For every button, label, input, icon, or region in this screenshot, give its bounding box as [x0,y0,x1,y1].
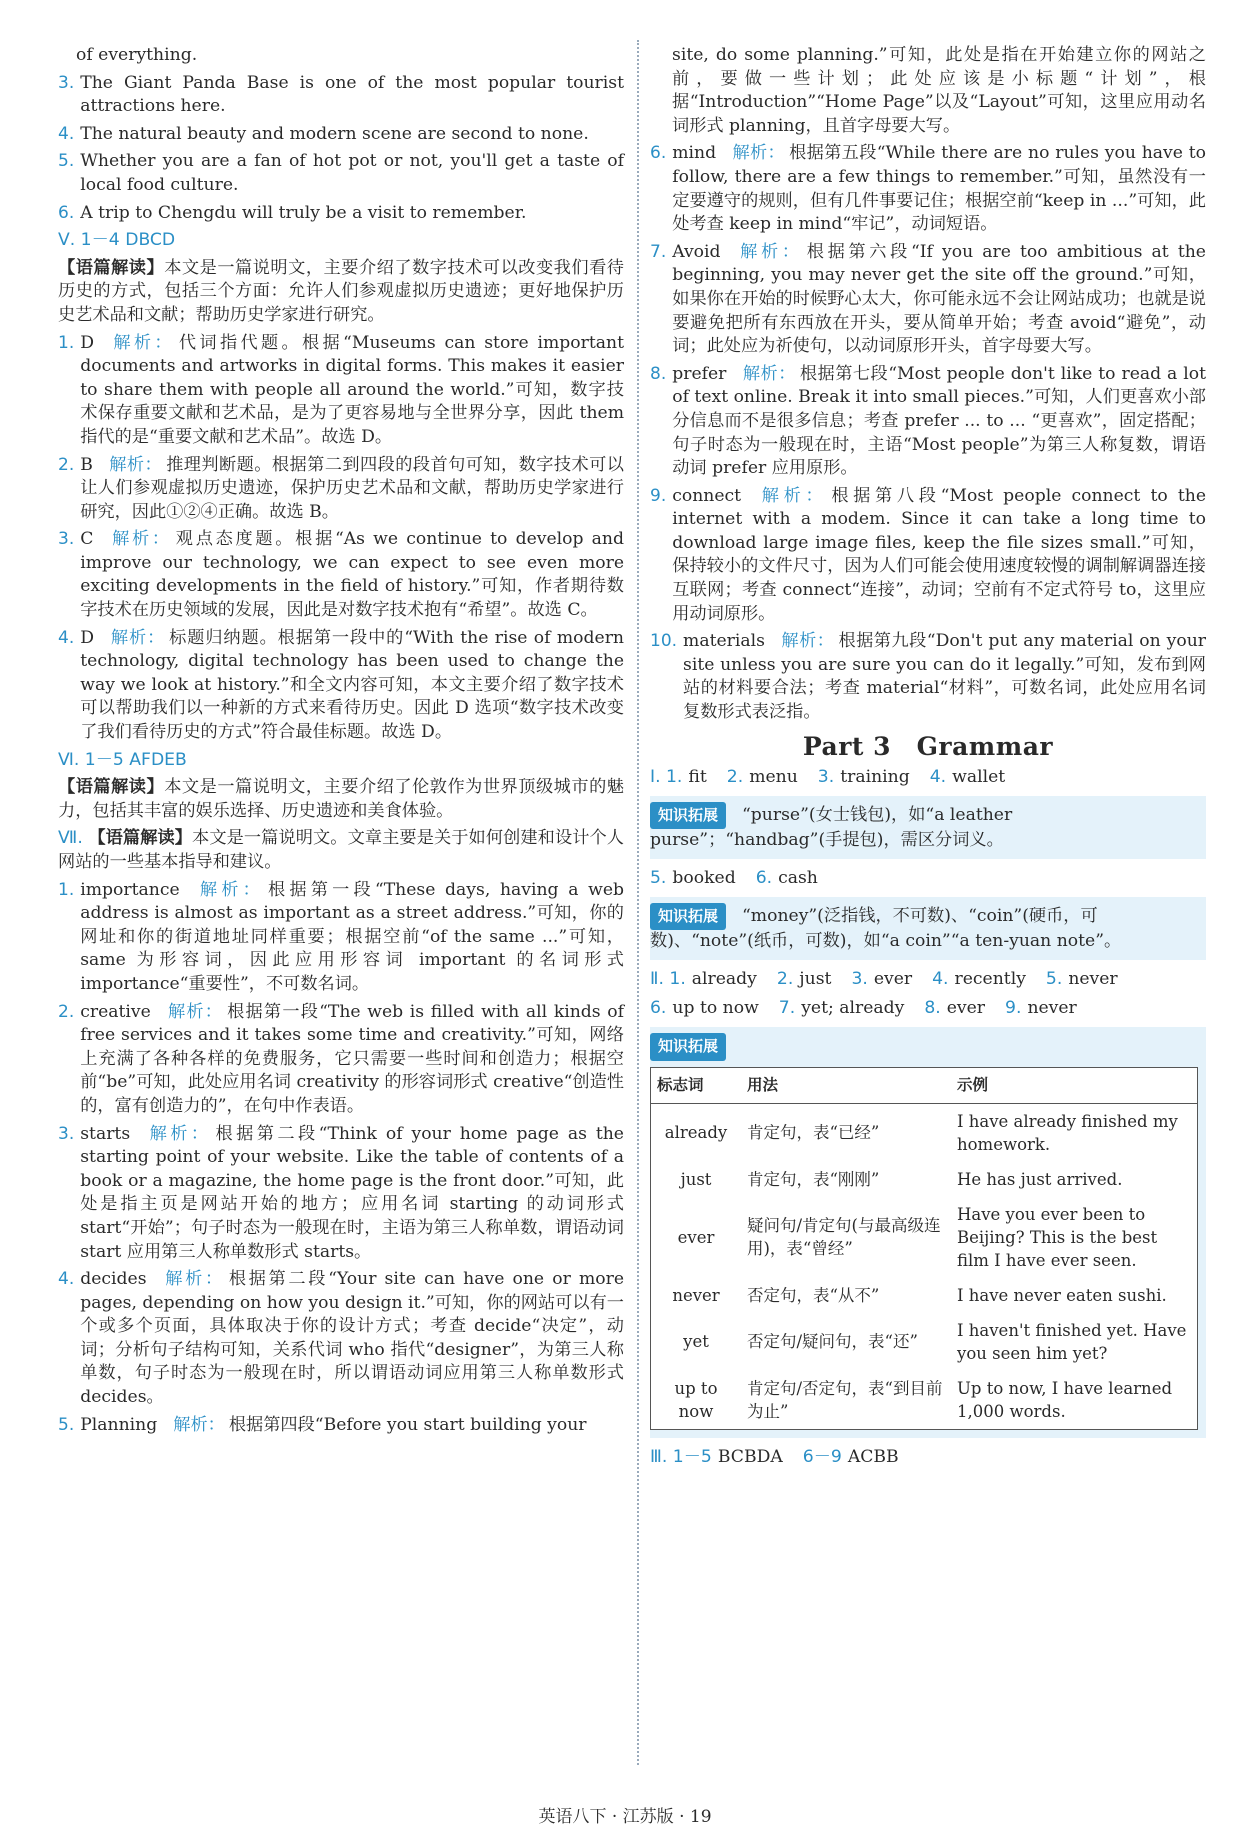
analysis-text: 标题归纳题。根据第一段中的“With the rise of modern technology, digital technology has been used to change the way we look at history.”和全文内容可知，本文主要介绍了数字技术可以帮助我们以一种新的方式来看待历史。因此 D 选项“数字技术改变了我们看待历史的方式”符合最佳标题。故选 D。 [80,627,624,743]
item-number: 2. [58,454,75,475]
analysis-text: 根据第九段“Don't put any material on your site unless you are sure you can do it legally.”可知，发布到网站的材料要合法；考查 material“材料”，可数名词，此处应用名词复数形式表泛指。 [683,631,1206,723]
entry-answer: up to now [672,998,759,1019]
answer-item [58,202,624,226]
item-text: Whether you are a fan of hot pot or not, you'll get a taste of local food culture. [80,151,624,195]
item-number: 4. [58,1269,75,1290]
answer-entry [779,997,905,1021]
analysis-text: 根据第四段“Before you start building your [228,1414,587,1435]
table-cell-example: I have already finished my homework. [957,1111,1178,1154]
answer-item [58,454,624,525]
section-v-intro: 【语篇解读】本文是一篇说明文，主要介绍了数字技术可以改变我们看待历史的方式，包括三个方面：允许人们参观虚拟历史遗迹；更好地保护历史艺术品和文献；帮助历史学家进行研究。 [58,257,624,325]
entry-answer: just [799,968,832,989]
answer-entry [650,766,707,790]
grammar-iii-answers [650,1446,1206,1470]
entry-number: 7. [778,998,796,1019]
part-title: Part 3 Grammar [802,731,1054,761]
item-text [672,363,1206,481]
item-number: 6. [58,202,75,223]
table-cell-usage: 肯定句，表“已经” [747,1123,880,1143]
answer: connect [672,485,742,506]
entry-answer: already [691,968,757,989]
analysis-label: 解析： [108,454,163,475]
answer-entry [924,997,985,1021]
answer-item [58,1414,624,1438]
analysis-label: 解析： [162,1269,225,1290]
answer: D [80,627,95,648]
table-cell-example: Up to now, I have learned 1,000 words. [957,1378,1173,1421]
item-number: 3. [58,72,75,93]
analysis-text: 根据第八段“Most people connect to the internet with a modem. Since it can take a long time to download large image files, keep the file sizes small.”可知，保持较小的文件尺寸，因为人们可能会使用速度较慢的调制解调器连接互联网；考查 connect“连接”，动词；空前有不定式符号 to，这里应用动词原形。 [672,485,1206,624]
item-number: 6. [650,143,667,164]
entry-number: Ⅱ. 1. [650,968,686,989]
item-number: 7. [650,241,667,262]
knowledge-box-2 [650,897,1206,960]
entry-answer: ACBB [847,1446,899,1467]
item-text [672,142,1206,236]
left-column [58,44,624,1441]
section-vi-answers: Ⅵ. 1－5 AFDEB [58,749,187,770]
item-number: 9. [650,485,667,506]
analysis-label: 解析： [742,363,796,384]
analysis-text: 根据第六段“If you are too ambitious at the beginning, you may never get the site off the ground.”可知，如果你在开始的时候野心太大，你可能永远不会让网站成功；也就是说要避免把所有东西放在开头，要从简单开始；考查 avoid“避免”，动词；此处应为祈使句，以动词原形开头，首字母要大写。 [672,241,1206,357]
analysis-label: 解析： [146,1123,212,1144]
grammar-i-answers-2 [650,867,1206,891]
answer-item [58,150,624,197]
answer-item [650,363,1206,481]
entry-answer: training [840,767,910,788]
item-text [80,332,624,450]
answer: prefer [672,363,727,384]
entry-answer: never [1027,998,1077,1019]
item-number: 2. [58,1001,75,1022]
analysis-label: 解析： [166,1001,224,1022]
table-header: 示例 [951,1067,1198,1103]
table-row [651,1313,1198,1371]
entry-number: Ⅲ. 1－5 [650,1446,712,1467]
item-number: 10. [650,631,678,652]
entry-answer: fit [688,767,707,788]
analysis-text: 根据第二段“Your site can have one or more pages, depending on how you design it.”可知，你的网站可以有一个或多个页面，具体取决于你的设计方式；考查 decide“决定”，动词；分析句子结构可知，关系代词 who 指代“designer”，为第三人称单数，句子时态为一般现在时，所以谓语动词应用第三人称单数形式 decides。 [80,1269,624,1408]
item-number: 3. [58,1123,75,1144]
answer-entry [1005,997,1077,1021]
section-vii-intro: Ⅶ. 【语篇解读】本文是一篇说明文。文章主要是关于如何创建和设计个人网站的一些基本指导和建议。 [58,828,624,872]
table-header: 用法 [741,1067,951,1103]
table-row [651,1197,1198,1278]
answer-entry [803,1446,899,1470]
analysis-text: 根据第五段“While there are no rules you have to follow, there are a few things to remember.”可知，虽然没有一定要遵守的规则，但有几件事要记住；根据空前“keep in ...”可知，此处考查 keep in mind“牢记”，动词短语。 [672,143,1206,235]
analysis-text: 根据第七段“Most people don't like to read a lot of text online. Break it into small pieces.”可知，人们更喜欢小部分信息而不是很多信息；考查 prefer ... to ... “更喜欢”，固定搭配；句子时态为一般现在时，主语“Most people”为第三人称复数，谓语动词 prefer 应用原形。 [672,363,1206,479]
entry-number: 9. [1005,998,1022,1019]
column-divider [637,40,639,1765]
knowledge-box-3 [650,1027,1206,1438]
table-cell-usage: 疑问句/肯定句(与最高级连用)，表“曾经” [747,1216,941,1259]
item-number: 8. [650,363,667,384]
entry-number: 6. [650,998,667,1019]
entry-answer: wallet [952,767,1006,788]
item-text [672,241,1206,359]
analysis-text: 代词指代题。根据“Museums can store important documents and artworks in digital forms. This makes it easier to share them with people all around the world.”可知，数字技术保存重要文献和艺术品，是为了更容易地与全世界分享，因此 them 指代的是“重要文献和艺术品”。故选 D。 [80,332,624,447]
answer-item [58,1123,624,1265]
entry-number: 2. [726,767,744,788]
answer-item [58,72,624,119]
entry-number: 6－9 [802,1446,842,1467]
answer: materials [683,631,765,652]
item-number: 5. [58,1414,75,1435]
table-cell-word: never [672,1285,720,1305]
analysis-label: 解析： [109,529,172,550]
answer-item [650,630,1206,724]
item-number: 4. [58,123,75,144]
answer-item [58,528,624,622]
analysis-text: 根据第二段“Think of your home page as the starting point of your website. Like the table of contents of a book or a magazine, the home page is the front door.”可知，此处是指主页是网站开始的地方；应用名词 starting 的动词形式 start“开始”；句子时态为一般现在时，主语为第三人称单数，谓语动词 start 应用第三人称单数形式 starts。 [80,1123,624,1262]
entry-answer: yet; already [801,998,905,1019]
entry-number: 5. [1045,968,1063,989]
entry-number: Ⅰ. 1. [650,767,683,788]
entry-answer: recently [954,968,1026,989]
table-cell-word: ever [677,1227,715,1247]
answer-entry [650,1446,783,1470]
answer-item [58,1001,624,1119]
entry-answer: menu [749,767,798,788]
answer-entry [818,766,910,790]
answer-entry [777,968,832,992]
analysis-text: 根据第一段“The web is filled with all kinds of free services and it takes some time and creativity.”可知，网络上充满了各种各样的免费服务，它只需要一些时间和创造力；根据空前“be”可知，此处应用名词 creativity 的形容词形式 creative“创造性的，富有创造力的”，在句中作表语。 [80,1001,624,1116]
answer-item [650,485,1206,627]
answer-entry [930,766,1005,790]
item-number: 1. [58,332,75,353]
answer-item [58,627,624,745]
table-header: 标志词 [651,1067,742,1103]
item-text [80,528,624,622]
answer-item [58,1268,624,1410]
item-number: 4. [58,627,75,648]
answer: D [80,332,95,353]
item-text [80,1123,624,1265]
item-number: 1. [58,879,75,900]
knowledge-text: “money”(泛指钱，不可数)、“coin”(硬币，可数)、“note”(纸币，可数)，如“a coin”“a ten-yuan note”。 [650,905,1122,952]
table-cell-word: yet [683,1332,709,1352]
answer-item [650,142,1206,236]
table-row [651,1278,1198,1313]
answer-entry [650,867,736,891]
table-cell-example: Have you ever been to Beijing? This is the best film I have ever seen. [957,1204,1158,1270]
analysis-label: 解析： [195,879,264,900]
analysis-text: 观点态度题。根据“As we continue to develop and improve our technology, we can expect to see even more exciting developments in the field of history.”可知，作者期待数字技术在历史领域的发展，因此是对数字技术抱有“希望”。故选 C。 [80,529,624,621]
section-v-answers: Ⅴ. 1－4 DBCD [58,230,176,251]
answer-entry [1046,968,1118,992]
table-cell-word: up to now [674,1378,718,1421]
table-row [651,1103,1198,1162]
entry-answer: booked [672,868,736,888]
grammar-ii-answers-2 [650,997,1206,1021]
continued-explanation: site, do some planning.”可知，此处是指在开始建立你的网站之前，要做一些计划；此处应该是小标题“计划”，根据“Introduction”“Home Page”以及“Layout”可知，这里应用动名词形式 planning，且首字母要大写。 [672,45,1206,136]
table-cell-usage: 否定句，表“从不” [747,1285,880,1305]
right-column [650,44,1206,1475]
entry-answer: never [1068,968,1118,989]
answer-entry [650,997,759,1021]
answer: decides [80,1269,147,1290]
item-text [683,630,1206,724]
entry-number: 2. [776,968,794,989]
analysis-label: 解析： [173,1414,225,1435]
knowledge-tag: 知识拓展 [650,1033,726,1061]
answer: B [80,454,93,475]
knowledge-tag: 知识拓展 [650,903,726,931]
entry-answer: cash [778,868,818,888]
answer: importance [80,879,180,900]
entry-number: 3. [817,767,835,788]
analysis-text: 根据第一段“These days, having a web address is almost as important as a street address.”可知，你的网址和你的街道地址同样重要；根据空前“of the same ...”可知，same 为形容词，因此应用形容词 important 的名词形式 importance“重要性”，不可数名词。 [80,879,624,994]
item-text: The natural beauty and modern scene are second to none. [80,123,589,144]
answer: Avoid [672,241,721,262]
answer-entry [932,968,1026,992]
answer-item [58,879,624,997]
entry-answer: BCBDA [717,1446,783,1467]
entry-number: 8. [924,998,941,1019]
item-text [80,454,624,525]
item-text [80,1268,624,1410]
answer: C [80,529,94,550]
item-text [80,1001,624,1119]
answer-entry [756,867,818,891]
analysis-text: 推理判断题。根据第二到四段的段首句可知，数字技术可以让人们参观虚拟历史遗迹，保护历史艺术品和文献，帮助历史学家进行研究，因此①②④正确。故选 B。 [80,454,624,522]
page-footer: 英语八下 · 江苏版 · 19 [538,1807,712,1827]
answer-item [58,123,624,147]
table-row [651,1371,1198,1430]
section-vi-intro: 【语篇解读】本文是一篇说明文，主要介绍了伦敦作为世界顶级城市的魅力，包括其丰富的娱乐选择、历史遗迹和美食体验。 [58,777,624,821]
item-number: 3. [58,529,75,550]
answer: Planning [80,1414,158,1435]
analysis-label: 解析： [780,631,835,652]
table-cell-usage: 肯定句，表“刚刚” [747,1169,880,1189]
answer-entry [851,968,912,992]
entry-number: 6. [755,868,773,888]
table-cell-usage: 否定句/疑问句，表“还” [747,1332,918,1352]
grammar-i-answers [650,766,1206,790]
item-text [80,627,624,745]
table-cell-usage: 肯定句/否定句，表“到目前为止” [747,1378,943,1421]
continued-text: of everything. [76,45,198,65]
analysis-label: 解析： [110,627,166,648]
item-text: A trip to Chengdu will truly be a visit to remember. [80,202,527,223]
answer: starts [80,1123,131,1144]
answer-item [650,241,1206,359]
grammar-ii-answers [650,968,1206,992]
entry-number: 4. [932,968,949,989]
entry-answer: ever [873,968,913,989]
table-cell-example: He has just arrived. [957,1169,1123,1189]
entry-answer: ever [946,998,986,1019]
entry-number: 3. [851,968,868,989]
knowledge-text: “purse”(女士钱包)，如“a leather purse”；“handbag”(手提包)，需区分词义。 [650,804,1013,851]
entry-number: 4. [929,767,947,788]
knowledge-tag: 知识拓展 [650,802,726,830]
item-text [80,879,624,997]
answer-entry [650,968,757,992]
item-number: 5. [58,151,75,172]
analysis-label: 解析： [736,241,803,262]
table-row [651,1162,1198,1197]
answer-item [58,332,624,450]
knowledge-box-1 [650,796,1206,859]
analysis-label: 解析： [732,143,786,164]
table-cell-example: I haven't finished yet. Have you seen him yet? [957,1320,1187,1363]
item-text: The Giant Panda Base is one of the most popular tourist attractions here. [80,72,624,117]
analysis-label: 解析： [757,485,828,506]
analysis-label: 解析： [110,332,175,353]
item-text [672,485,1206,627]
answer-entry [727,766,798,790]
table-cell-word: just [680,1169,712,1189]
answer: mind [672,143,717,164]
table-cell-example: I have never eaten sushi. [957,1285,1167,1305]
item-text [80,1414,624,1438]
table-cell-word: already [664,1123,728,1143]
answer: creative [80,1001,151,1022]
adverb-usage-table [650,1067,1198,1430]
entry-number: 5. [650,868,667,888]
